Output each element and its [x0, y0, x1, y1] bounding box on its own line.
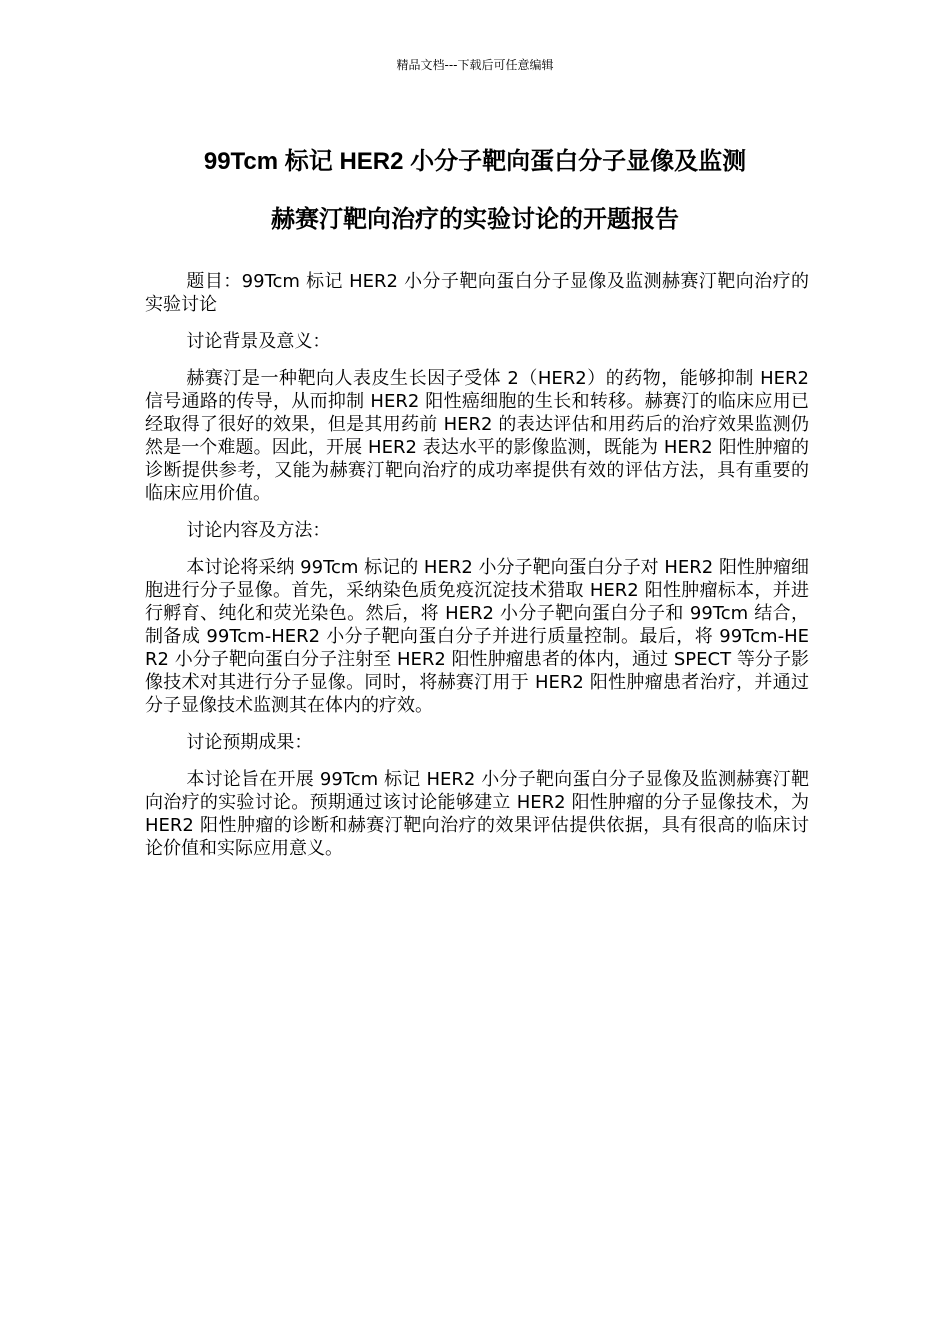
paragraph-background: 赫赛汀是一种靶向人表皮生长因子受体 2（HER2）的药物，能够抑制 HER2 信号通路的传导，从而抑制 HER2 阳性癌细胞的生长和转移。赫赛汀的临床应用已经取得了很好的效果，但是其用药前 HER2 的表达评估和用药后的治疗效果监测仍然是一个难题。因此，开展 HER2 表达水平的影像监测，既能为 HER2 阳性肿瘤的诊断提供参考，又能为赫赛汀靶向治疗的成功率提供有效的评估方法，具有重要的临床应用价值。: [145, 368, 809, 504]
paragraph-expected-results: 本讨论旨在开展 99Tcm 标记 HER2 小分子靶向蛋白分子显像及监测赫赛汀靶向治疗的实验讨论。预期通过该讨论能够建立 HER2 阳性肿瘤的分子显像技术，为 HER2 阳性肿瘤的诊断和赫赛汀靶向治疗的效果评估提供依据，具有很高的临床讨论价值和实际应用意义。: [145, 769, 809, 859]
document-body: [145, 270, 809, 874]
heading-methods: 讨论内容及方法：: [186, 520, 331, 541]
document-title: [130, 133, 820, 249]
heading-expected-results: 讨论预期成果：: [186, 732, 313, 753]
title-line-1: 99Tcm 标记 HER2 小分子靶向蛋白分子显像及监测: [203, 148, 747, 175]
header-note: 精品文档---下载后可任意编辑: [396, 58, 554, 72]
heading-background: 讨论背景及意义：: [186, 331, 331, 352]
paragraph-methods: 本讨论将采纳 99Tcm 标记的 HER2 小分子靶向蛋白分子对 HER2 阳性肿瘤细胞进行分子显像。首先，采纳染色质免疫沉淀技术猎取 HER2 阳性肿瘤标本，并进行孵育、纯化和荧光染色。然后，将 HER2 小分子靶向蛋白分子和 99Tcm 结合，制备成 99Tcm-HER2 小分子靶向蛋白分子并进行质量控制。最后，将 99Tcm-HER2 小分子靶向蛋白分子注射至 HER2 阳性肿瘤患者的体内，通过 SPECT 等分子影像技术对其进行分子显像。同时，将赫赛汀用于 HER2 阳性肿瘤患者治疗，并通过分子显像技术监测其在体内的疗效。: [145, 557, 809, 716]
title-line-2: 赫赛汀靶向治疗的实验讨论的开题报告: [271, 206, 679, 233]
paragraph-topic: 题目：99Tcm 标记 HER2 小分子靶向蛋白分子显像及监测赫赛汀靶向治疗的实验讨论: [145, 271, 809, 315]
